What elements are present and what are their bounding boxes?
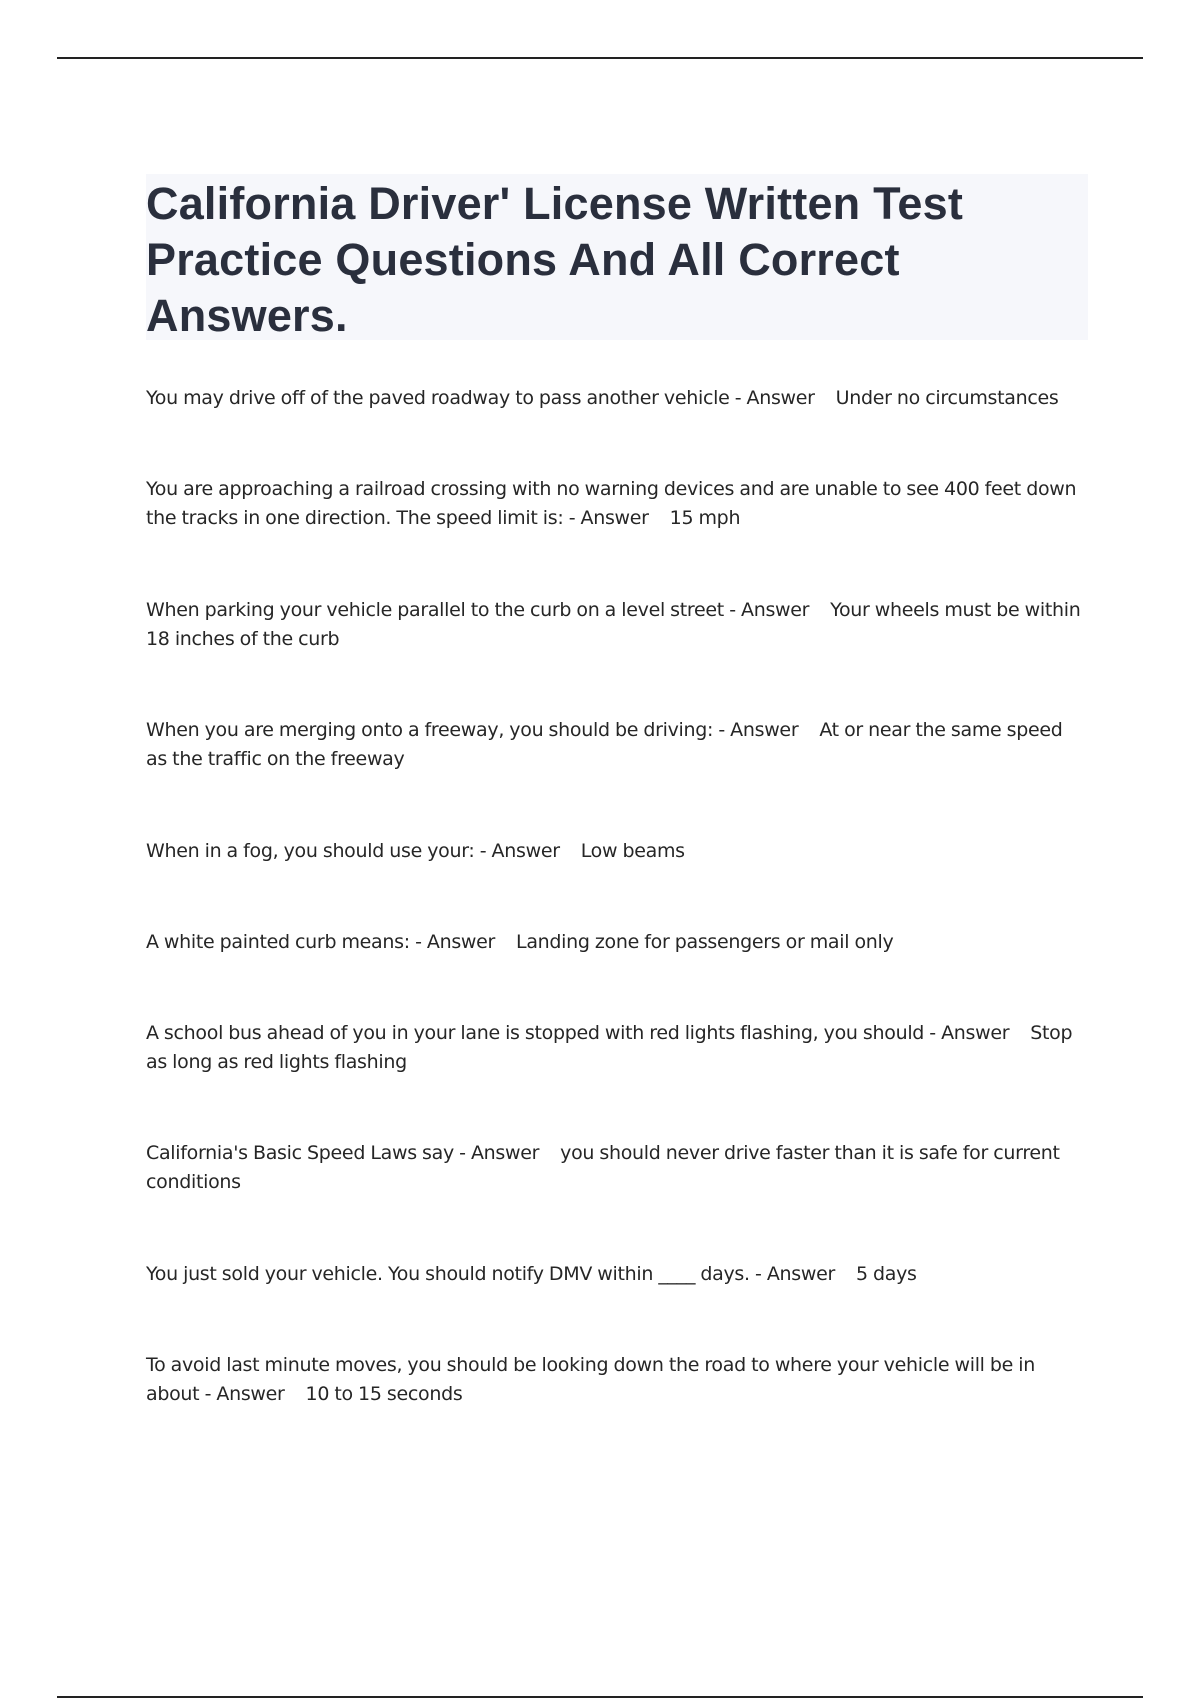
qa-item-1: You may drive off of the paved roadway to pass another vehicle - Answer Under no circumstances	[146, 387, 1059, 409]
qa-item-10: To avoid last minute moves, you should be looking down the road to where your vehicle will be in about - Answer 10 to 15 seconds	[146, 1354, 1036, 1405]
answer-label: Answer	[766, 1263, 836, 1285]
qa-item-3: When parking your vehicle parallel to the curb on a level street - Answer Your wheels must be within 18 inches of the curb	[146, 599, 1081, 650]
qa-item-8: California's Basic Speed Laws say - Answer you should never drive faster than it is safe for current conditions	[146, 1142, 1060, 1193]
answer-label: Answer	[730, 719, 799, 741]
qa-item-6: A white painted curb means: - Answer Landing zone for passengers or mail only	[146, 931, 894, 953]
answer-label: Answer	[216, 1383, 285, 1405]
bottom-rule	[57, 1696, 1143, 1698]
question-text: When parking your vehicle parallel to the curb on a level street	[146, 599, 724, 621]
answer-text: 10 to 15 seconds	[305, 1383, 463, 1405]
top-rule	[57, 57, 1143, 59]
answer-text: Your wheels must be within 18 inches of the curb	[146, 599, 1081, 650]
answer-label: Answer	[426, 931, 496, 953]
answer-label: Answer	[941, 1022, 1010, 1044]
question-text: A school bus ahead of you in your lane is stopped with red lights flashing, you should	[146, 1022, 925, 1044]
answer-label: Answer	[491, 840, 560, 862]
qa-item-2: You are approaching a railroad crossing with no warning devices and are unable to see 400 feet down the tracks in one direction. The speed limit is: - Answer 15 mph	[146, 478, 1077, 529]
answer-label: Answer	[470, 1142, 540, 1164]
question-text: When in a fog, you should use your:	[146, 840, 475, 862]
answer-label: Answer	[746, 387, 815, 409]
qa-item-7: A school bus ahead of you in your lane is stopped with red lights flashing, you should - Answer Stop as long as red lights flashing	[146, 1022, 1073, 1073]
qa-item-9: You just sold your vehicle. You should notify DMV within ____ days. - Answer 5 days	[146, 1263, 917, 1285]
answer-text: Stop as long as red lights flashing	[146, 1022, 1073, 1073]
answer-text: Low beams	[580, 840, 685, 862]
question-text: California's Basic Speed Laws say	[146, 1142, 454, 1164]
answer-label: Answer	[741, 599, 810, 621]
answer-text: Landing zone for passengers or mail only	[516, 931, 894, 953]
answer-text: you should never drive faster than it is safe for current conditions	[146, 1142, 1060, 1193]
qa-item-5: When in a fog, you should use your: - Answer Low beams	[146, 840, 685, 862]
qa-item-4: When you are merging onto a freeway, you should be driving: - Answer At or near the same speed as the traffic on the freeway	[146, 719, 1063, 770]
question-text: When you are merging onto a freeway, you should be driving:	[146, 719, 714, 741]
title-block	[146, 174, 1088, 340]
question-text: To avoid last minute moves, you should be looking down the road to where your vehicle will be in about	[146, 1354, 1036, 1405]
question-text: You may drive off of the paved roadway to pass another vehicle	[146, 387, 730, 409]
answer-text: 5 days	[855, 1263, 917, 1285]
answer-text: At or near the same speed as the traffic on the freeway	[146, 719, 1063, 770]
question-text: A white painted curb means:	[146, 931, 410, 953]
question-text: You are approaching a railroad crossing with no warning devices and are unable to see 400 feet down the tracks in one direction. The speed limit is:	[146, 478, 1077, 529]
answer-text: 15 mph	[669, 507, 741, 529]
question-text: You just sold your vehicle. You should notify DMV within ____ days.	[146, 1263, 750, 1285]
answer-label: Answer	[580, 507, 649, 529]
page-title: California Driver' License Written Test Practice Questions And All Correct Answers.	[146, 178, 964, 341]
answer-text: Under no circumstances	[835, 387, 1059, 409]
